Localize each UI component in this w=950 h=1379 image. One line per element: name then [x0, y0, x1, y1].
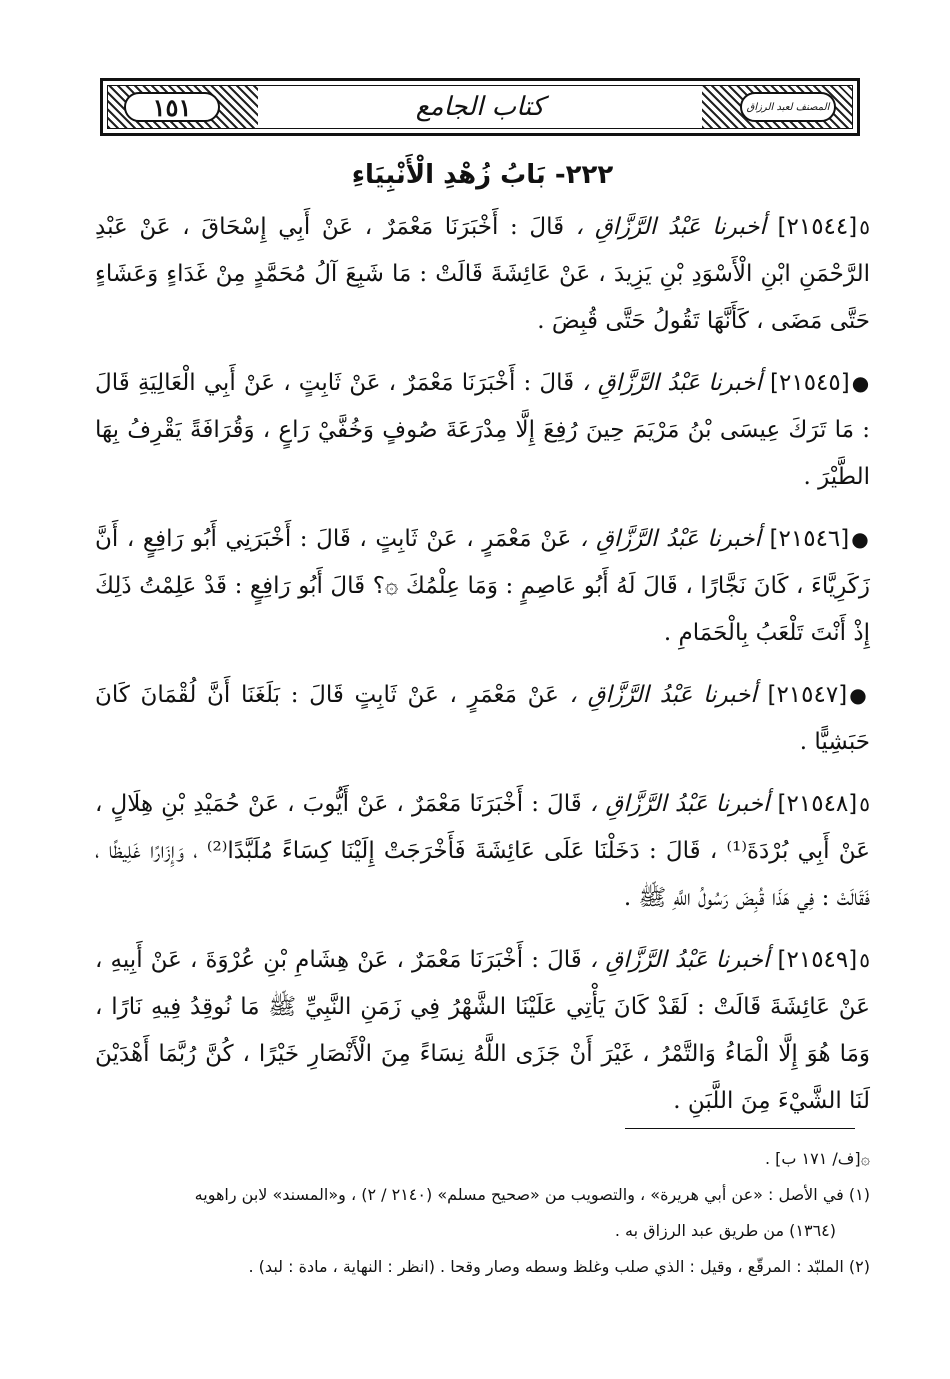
- running-title-band: [258, 86, 702, 128]
- hadith-marker: ٥: [859, 948, 870, 972]
- hadith-marker: ●: [851, 527, 870, 551]
- hadith-text: قَالَ : أَخْبَرَنَا مَعْمَرٌ ، عَنْ هِشَامِ بْنِ عُرْوَةَ ، عَنْ أَبِيهِ ، عَنْ عَائِشَةَ قَالَتْ : لَقَدْ كَانَ يَأْتِي عَلَيْنَا الشَّهْرُ فِي زَمَنِ النَّبِيِّ ﷺ مَا نُوقِدُ فِيهِ نَارًا ، وَمَا هُوَ إِلَّا الْمَاءُ وَالتَّمْرُ ، غَيْرَ أَنْ جَزَى اللَّهُ نِسَاءً مِنَ الْأَنْصَارِ خَيْرًا ، كُنَّ رُبَّمَا أَهْدَيْنَ لَنَا الشَّيْءَ مِنَ اللَّبَنِ .: [95, 947, 870, 1114]
- book-logo: [740, 92, 836, 122]
- hadith-entry: [95, 204, 870, 345]
- footnotes: [95, 1143, 870, 1287]
- hadith-number: [٢١٥٤٤]: [777, 214, 858, 240]
- page-number: ١٥١: [152, 92, 192, 122]
- hadith-marker: ٥: [859, 215, 871, 239]
- hadith-narrator: أخبرنا عَبْدُ الرَّزَّاقِ ،: [589, 791, 770, 817]
- hadith-narrator: أخبرنا عَبْدُ الرَّزَّاقِ ،: [582, 370, 762, 396]
- page-body: [95, 160, 870, 1140]
- page-header: [100, 78, 860, 136]
- hadith-entry: [95, 672, 870, 766]
- hadith-narrator: أخبرنا عَبْدُ الرَّزَّاقِ ،: [589, 947, 770, 973]
- hadith-text: عَنْ مَعْمَرٍ ، عَنْ ثَابِتٍ ، قَالَ : أَخْبَرَنِي أَبُو رَافِعٍ ، أَنَّ زَكَرِيَّاءَ ، كَانَ نَجَّارًا ، قَالَ لَهُ أَبُو عَاصِمٍ : وَمَا عِلْمُكَ ۞؟ قَالَ أَبُو رَافِعٍ : قَدْ عَلِمْتُ ذَلِكَ إِذْ أَنْتَ تَلْعَبُ بِالْحَمَامِ .: [95, 526, 870, 646]
- running-title: كتاب الجامع: [415, 92, 545, 122]
- hadith-narrator: أخبرنا عَبْدُ الرَّزَّاقِ ،: [575, 214, 766, 240]
- hadith-entry: [95, 937, 870, 1125]
- hadith-marker: ●: [849, 683, 871, 707]
- footnote-1-continuation: (١٣٦٤) من طريق عبد الرزاق به .: [614, 1221, 836, 1240]
- hadith-entry: [95, 360, 870, 501]
- hadith-number: [٢١٥٤٩]: [777, 947, 858, 973]
- folio-note: ۞[ف/ ١٧١ ب] .: [764, 1149, 870, 1168]
- hadith-entry: [95, 781, 870, 922]
- footnote-1: (١) في الأصل : «عن أبي هريرة» ، والتصويب من «صحيح مسلم» (٢١٤٠ / ٢) ، و«المسند» لابن راهويه: [194, 1185, 870, 1204]
- page-number-cartouche: [124, 92, 220, 122]
- footnote-2: (٢) الملبّد : المرقّع ، وقيل : الذي صلب وغلظ وسطه وصار وقحا . (انظر : النهاية ، مادة : لبد) .: [248, 1257, 870, 1276]
- hadith-entry: [95, 516, 870, 657]
- hadith-number: [٢١٥٤٦]: [769, 526, 850, 552]
- hadith-text: عَنْ مَعْمَرٍ ، عَنْ ثَابِتٍ قَالَ : بَلَغَنَا أَنَّ لُقْمَانَ كَانَ حَبَشِيًّا .: [95, 682, 870, 755]
- hadith-marker: ٥: [859, 792, 871, 816]
- footnote-separator: [625, 1128, 855, 1129]
- hadith-number: [٢١٥٤٨]: [777, 791, 858, 817]
- hadith-number: [٢١٥٤٧]: [767, 682, 848, 708]
- ornamental-border: [107, 85, 853, 129]
- hadith-marker: ●: [851, 371, 871, 395]
- hadith-text: قَالَ : أَخْبَرَنَا مَعْمَرٌ ، عَنْ أَيُّوبَ ، عَنْ حُمَيْدِ بْنِ هِلَالٍ ، عَنْ أَبِي بُرْدَةَ⁽¹⁾ ، قَالَ : دَخَلْنَا عَلَى عَائِشَةَ فَأَخْرَجَتْ إِلَيْنَا كِسَاءً مُلَبَّدًا⁽²⁾ ، وَإِزَارًا غَلِيظًا ، فَقَالَتْ : فِي هَذَا قُبِضَ رَسُولُ اللَّهِ ﷺ .: [95, 791, 870, 911]
- hadith-text: قَالَ : أَخْبَرَنَا مَعْمَرٌ ، عَنْ ثَابِتٍ ، عَنْ أَبِي الْعَالِيَةِ قَالَ : مَا تَرَكَ عِيسَى بْنُ مَرْيَمَ حِينَ رُفِعَ إِلَّا مِدْرَعَةَ صُوفٍ وَخُفَّيْ رَاعٍ ، وَقُرَافَةً يَقْرِفُ بِهَا الطَّيْرَ .: [95, 370, 870, 490]
- hadith-narrator: أخبرنا عَبْدُ الرَّزَّاقِ ،: [569, 682, 757, 708]
- chapter-title: ٢٢٢- بَابُ زُهْدِ الْأَنْبِيَاءِ: [351, 160, 614, 190]
- logo-text: المصنف لعبد الرزاق: [746, 101, 830, 113]
- hadith-text: قَالَ : أَخْبَرَنَا مَعْمَرٌ ، عَنْ أَبِي إِسْحَاقَ ، عَنْ عَبْدِ الرَّحْمَنِ ابْنِ الْأَسْوَدِ بْنِ يَزِيدَ ، عَنْ عَائِشَةَ قَالَتْ : مَا شَبِعَ آلُ مُحَمَّدٍ مِنْ غَدَاءٍ وَعَشَاءٍ حَتَّى مَضَى ، كَأَنَّهَا تَقُولُ حَتَّى قُبِضَ .: [95, 214, 870, 334]
- hadith-narrator: أخبرنا عَبْدُ الرَّزَّاقِ ،: [579, 526, 761, 552]
- hadith-number: [٢١٥٤٥]: [770, 370, 850, 396]
